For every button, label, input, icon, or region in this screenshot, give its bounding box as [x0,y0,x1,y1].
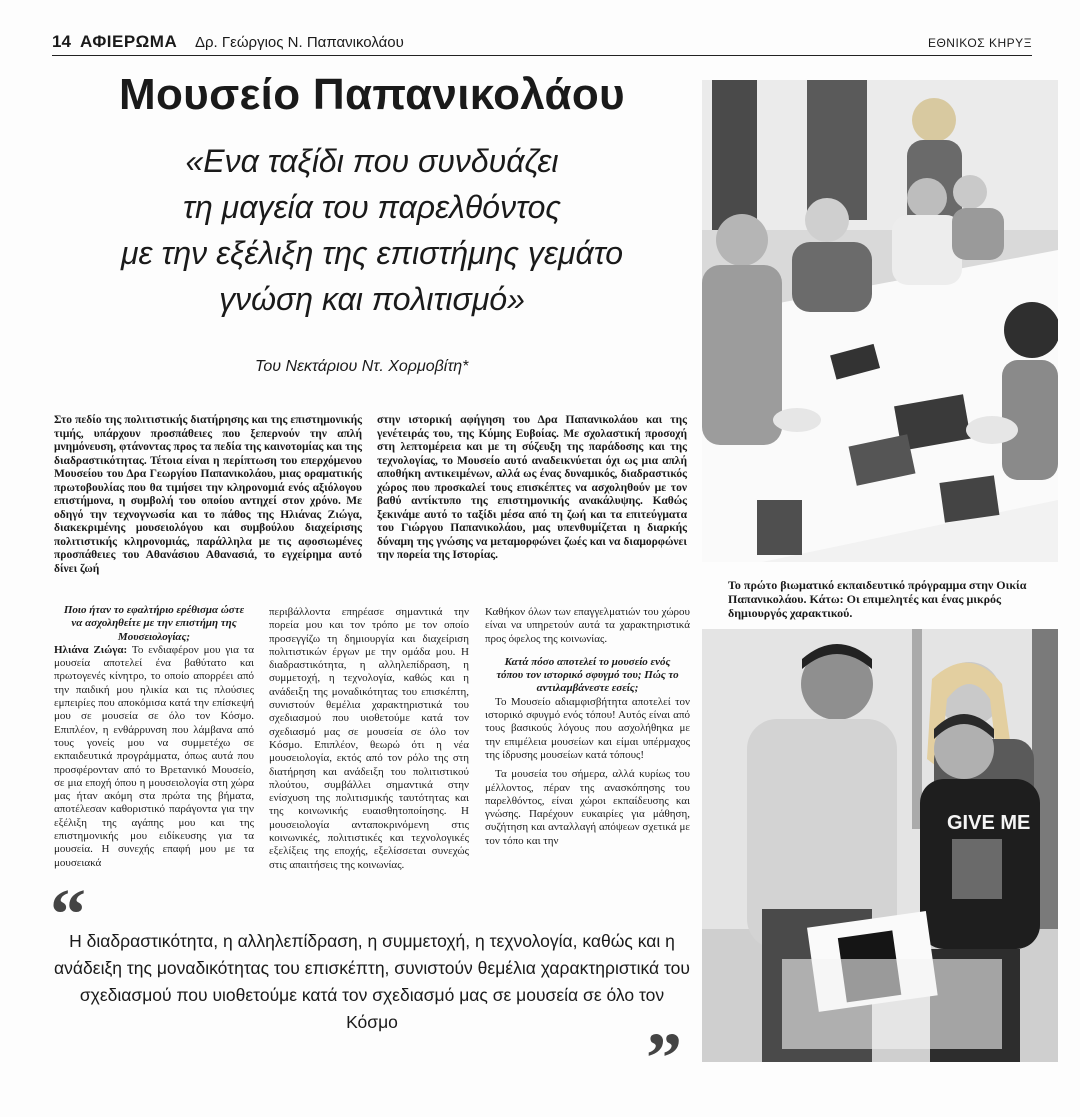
answer-text: Το ενδιαφέρον μου για τα μουσεία αποτελεί ένα βαθύτατο και πρωτογενές κίνητρο, το οποίο απορρέει από την παιδική μου ηλικία και τις πλούσιες εμπειρίες που αποκόμισα κατά την επίσκεψή μου σε μουσεία σε όλο τον Κόσμο. Επιπλέον, η ενθάρρυνση που λάμβανα από τους γονείς μου να συμμετέχω σε εκπαιδευτικά προγράμματα, όπως αυτά που προσφέρονταν από το Βρετανικό Μουσείο, σε μια εποχή όπου η μουσειολογία στη χώρα μας ήταν ακόμη στα πρώτα της βήματα, αποτέλεσαν καθοριστικό παράγοντα για την εξέλιξη της αγάπης μου και της επιστημονικής μου ειδίκευσης για τα μουσεία. Η συνεχής επαφή μου με τα μουσειακά [54,643,254,869]
subtitle-line: με την εξέλιξη της επιστήμης γεμάτο [120,235,624,271]
column-1 [54,604,254,870]
column-3 [485,606,690,848]
workshop-photo [702,80,1058,562]
interview-question: Κατά πόσο αποτελεί το μουσείο ενός τόπου τον ιστορικό σφυγμό του; Πώς το αντιλαμβάνεστε εσείς; [496,655,679,695]
section-label: ΑΦΙΕΡΩΜΑ [80,32,178,51]
newspaper-name: ΕΘΝΙΚΟΣ ΚΗΡΥΞ [927,36,1032,50]
subtitle-line: τη μαγεία του παρελθόντος [183,189,561,225]
speaker-name: Ηλιάνα Ζιώγα: [54,643,128,656]
shirt-text: GIVE ME [947,812,1031,834]
article-subtitle [52,138,692,322]
photo-caption: Το πρώτο βιωματικό εκπαιδευτικό πρόγραμμα στην Οικία Παπανικολάου. Κάτω: Οι επιμελητές και ένας μικρός δημιουργός χαρακτικού. [728,578,1027,620]
intro-paragraph-left: Στο πεδίο της πολιτιστικής διατήρησης και της επιστημονικής τιμής, υπάρχουν προσπάθειες που ξεπερνούν την απλή μνημόνευση, φτάνοντας προς τα πεδία της καινοτομίας και της διαδραστικότητας. Τέτοια είναι η περίπτωση του επερχόμενου Μουσείου του Δρα Γεωργίου Παπανικολάου, μιας οραματικής πρωτοβουλίας που θα τιμήσει την κληρονομιά ενός αξιόλογου επιστήμονα, η συμβολή του οποίου αντηχεί στον χρόνο. Με οδηγό την τεχνογνωσία και το πάθος της Ηλιάνας Ζιώγα, διακεκριμένης μουσειολόγου και συμβούλου διαχείρισης πολιτιστικής κληρονομιάς, παράλληλα με τις αφοσιωμένες προσπάθειες του Αθανάσιου Αθανασιά, το εγχείρημα αυτό δίνει ζωή [54,414,362,575]
header-author: Δρ. Γεώργιος Ν. Παπανικολάου [195,34,404,51]
header-divider [52,55,1032,56]
subtitle-line: «Ενα ταξίδι που συνδυάζει [185,143,559,179]
pull-quote: Η διαδραστικότητα, η αλληλεπίδραση, η συμμετοχή, η τεχνολογία, καθώς και η ανάδειξη της μοναδικότητας του επισκέπτη, συνιστούν θεμέλια χαρακτηριστικά του σχεδιασμού που υιοθετούμε κατά τον σχεδιασμό μας σε μουσεία σε όλο τον Κόσμο [54,931,690,1032]
quote-open-icon: “ [50,874,86,954]
intro-paragraph-right: στην ιστορική αφήγηση του Δρα Παπανικολάου και της γενέτειράς του, της Κύμης Ευβοίας. Με σχολαστική προσοχή στη λεπτομέρεια και με τη σύζευξη της παράδοσης και της τεχνολογίας, το Μουσείο αυτό αναδεικνύεται όχι ως μια απλή αποθήκη αντικειμένων, αλλά ως ένας δυναμικός, διαδραστικός χώρος που προσκαλεί τους επισκέπτες να ασχοληθούν με τον βαθύ αντίκτυπο της επιστημονικής ανακάλυψης. Καθώς ξεκινάμε αυτό το ταξίδι μέσα από τη ζωή και τα επιτεύγματα του Γιώργου Παπανικολάου, μας υπενθυμίζεται η διαρκής δύναμη της γνώσης να μεταμορφώνει ζωές και να διαμορφώνει την πορεία της Ιστορίας. [377,414,687,561]
answer-text: Το Μουσείο αδιαμφισβήτητα αποτελεί τον ιστορικό σφυγμό ενός τόπου! Αυτός είναι από τους βασικούς λόγους που ασχολήθηκα με την επιμέλεια μουσείων και είμαι υπέρμαχος της ίδρυσης μουσείων κατά τόπους! [485,695,690,761]
interview-question: Ποιο ήταν το εφαλτήριο ερέθισμα ώστε να ασχοληθείτε με την επιστήμη της Μουσειολογίας; [63,604,245,643]
page-header [52,32,1032,54]
answer-text: Καθήκον όλων των επαγγελματιών του χώρου είναι να υπηρετούν αυτά τα χαρακτηριστικά προς όφελος της κοινωνίας. [485,606,690,645]
curators-photo [702,629,1058,1062]
answer-text: περιβάλλοντα επηρέασε σημαντικά την πορεία μου και τον τρόπο με τον οποίο προσεγγίζω τη δημιουργία και διαχείριση πολιτιστικών έργων με την ομάδα μου. Η διαδραστικότητα, η αλληλεπίδραση, η συμμετοχή, η τεχνολογία, καθώς και η ανάδειξη της μοναδικότητας του επισκέπτη, συνιστούν θεμέλια χαρακτηριστικά του σχεδιασμού που υιοθετούμε κατά τον σχεδιασμό μας σε μουσεία σε όλο τον Κόσμο. Επιπλέον, θεωρώ ότι η νέα μουσειολογία, εκτός από τον ρόλο της στη διατήρηση και ανάδειξη του πολιτιστικού πλούτου, συμβάλλει σημαντικά στην ενίσχυση της πολιτισμικής ταυτότητας και της κοινωνικής ευαισθητοποίησης. Η μουσειολογία ανταποκρινόμενη στις κοινωνικές, πολιτιστικές και τεχνολογικές εξελίξεις της εποχής, εξελίσσεται συνεχώς στις απαιτήσεις της κοινωνίας. [269,606,469,871]
page-number: 14 [52,32,71,51]
subtitle-line: γνώση και πολιτισμό» [219,281,525,317]
quote-close-icon: ” [646,1018,682,1098]
answer-text: Τα μουσεία του σήμερα, αλλά κυρίως του μέλλοντος, πέραν της ανασκόπησης του παρελθόντος, είναι χώροι εκπαίδευσης και γνώσης. Παρέχουν ευκαιρίες για μάθηση, συζήτηση και ανταλλαγή απόψεων σχετικά με τον τόπο και την [485,768,690,847]
byline: Του Νεκτάριου Ντ. Χορμοβίτη* [255,358,469,375]
column-2 [269,606,469,872]
article-title: Μουσείο Παπανικολάου [119,70,625,119]
